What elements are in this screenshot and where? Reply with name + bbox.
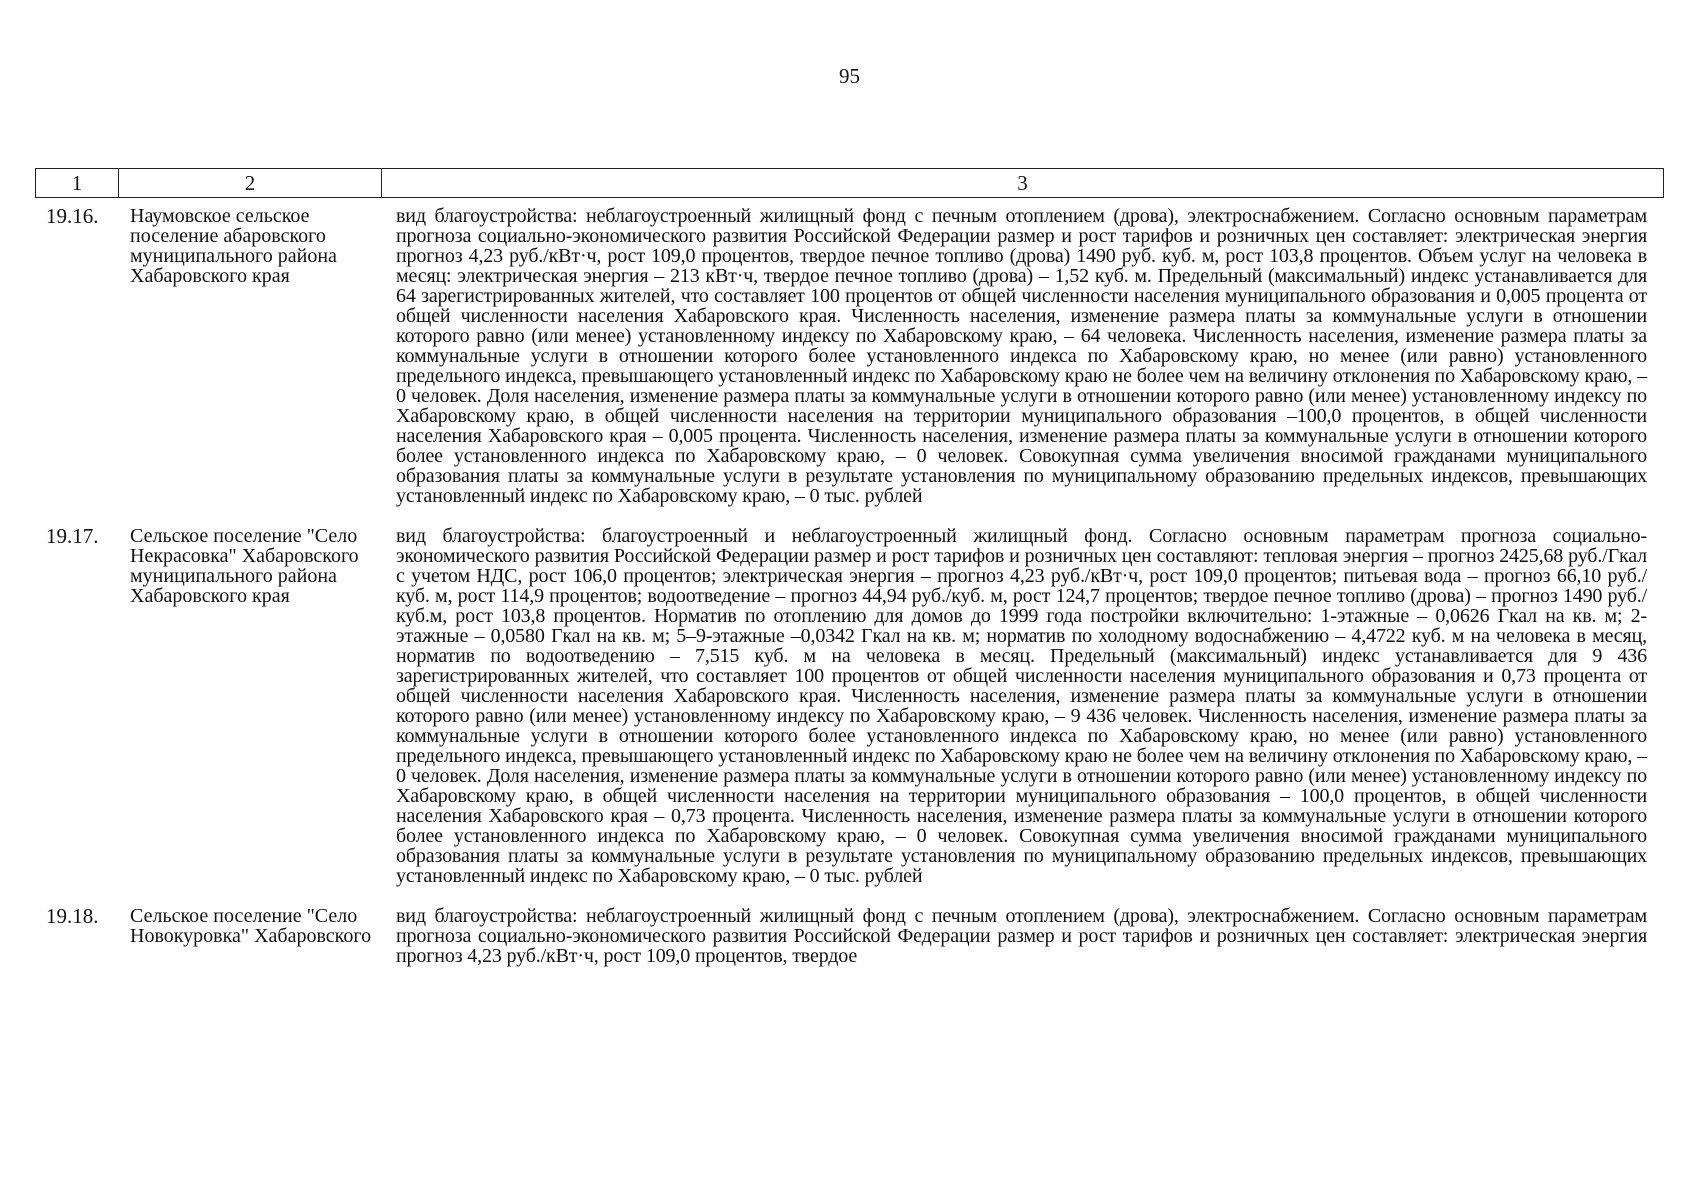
table-column-header (35, 168, 1664, 198)
municipality-name: Сельское поселение "Село Некрасовка" Хабаровского муниципального района Хабаровского края (130, 525, 359, 607)
page-number: 95 (839, 64, 860, 88)
row-number: 19.18. (46, 904, 99, 928)
column-header-1: 1 (36, 169, 119, 197)
column-header-3: 3 (1017, 170, 1028, 195)
row-description: вид благоустройства: неблагоустроенный жилищный фонд с печным отоплением (дрова), электроснабжением. Согласно основным параметрам прогноза социально-экономического развития Российской Федерации размер и рост тарифов и розничных цен составляет: электрическая энергия прогноз 4,23 руб./кВт·ч, рост 109,0 процентов, твердое (396, 905, 1647, 967)
table-row (35, 906, 1664, 966)
table-row (35, 206, 1664, 506)
column-header-2: 2 (119, 169, 382, 197)
row-description: вид благоустройства: благоустроенный и неблагоустроенный жилищный фонд. Согласно основным параметрам прогноза социально-экономического развития Российской Федерации размер и рост тарифов и розничных цен составляют: тепловая энергия – прогноз 2425,68 руб./Гкал с учетом НДС, рост 106,0 процентов; электрическая энергия – прогноз 4,23 руб./кВт·ч, рост 109,0 процентов; питьевая вода – прогноз 66,10 руб./куб. м, рост 114,9 процентов; водоотведение – прогноз 44,94 руб./куб. м, рост 124,7 процентов; твердое печное топливо (дрова) – прогноз 1490 руб./ куб.м, рост 103,8 процентов. Норматив по отоплению для домов до 1999 года постройки включительно: 1-этажные – 0,0626 Гкал на кв. м; 2-этажные – 0,0580 Гкал на кв. м; 5–9-этажные –0,0342 Гкал на кв. м; норматив по холодному водоснабжению – 4,4722 куб. м на человека в месяц, норматив по водоотведению – 7,515 куб. м на человека в месяц. Предельный (максимальный) индекс устанавливается для 9 436 зарегистрированных жителей, что составляет 100 процентов от общей численности населения муниципального образования и 0,73 процента от общей численности населения Хабаровского края. Численность населения, изменение размера платы за коммунальные услуги в отношении которого равно (или менее) установленному индексу по Хабаровскому краю, – 9 436 человек. Численность населения, изменение размера платы за коммунальные услуги в отношении которого более установленного индекса по Хабаровскому краю, но менее (или равно) установленного предельного индекса, превышающего установленный индекс по Хабаровскому краю не более чем на величину отклонения по Хабаровскому краю, – 0 человек. Доля населения, изменение размера платы за коммунальные услуги в отношении которого равно (или менее) установленному индексу по Хабаровскому краю, в общей численности населения на территории муниципального образования – 100,0 процентов, в общей численности населения Хабаровского края – 0,73 процента. Численность населения, изменение размера платы за коммунальные услуги в отношении которого более установленного индекса по Хабаровскому краю, – 0 человек. Совокупная сумма увеличения вносимой гражданами муниципального образования платы за коммунальные услуги в результате установления по муниципальному образованию предельных индексов, превышающих установленный индекс по Хабаровскому краю, – 0 тыс. рублей (396, 525, 1647, 887)
municipality-name: Сельское поселение "Село Новокуровка" Хабаровского (130, 905, 372, 947)
row-number: 19.17. (46, 524, 99, 548)
municipality-name: Наумовское сельское поселение абаровского муниципального района Хабаровского края (130, 205, 337, 287)
row-number: 19.16. (46, 204, 99, 228)
table-row (35, 526, 1664, 886)
table-body (35, 206, 1664, 966)
row-description: вид благоустройства: неблагоустроенный жилищный фонд с печным отоплением (дрова), электроснабжением. Согласно основным параметрам прогноза социально-экономического развития Российской Федерации размер и рост тарифов и розничных цен составляет: электрическая энергия прогноз 4,23 руб./кВт·ч, рост 109,0 процентов, твердое печное топливо (дрова) 1490 руб. куб. м, рост 103,8 процентов. Объем услуг на человека в месяц: электрическая энергия – 213 кВт·ч, твердое печное топливо (дрова) – 1,52 куб. м. Предельный (максимальный) индекс устанавливается для 64 зарегистрированных жителей, что составляет 100 процентов от общей численности населения муниципального образования и 0,005 процента от общей численности населения Хабаровского края. Численность населения, изменение размера платы за коммунальные услуги в отношении которого равно (или менее) установленному индексу по Хабаровскому краю, – 64 человека. Численность населения, изменение размера платы за коммунальные услуги в отношении которого более установленного индекса по Хабаровскому краю, но менее (или равно) установленного предельного индекса, превышающего установленный индекс по Хабаровскому краю не более чем на величину отклонения по Хабаровскому краю, – 0 человек. Доля населения, изменение размера платы за коммунальные услуги в отношении которого равно (или менее) установленному индексу по Хабаровскому краю, в общей численности населения на территории муниципального образования –100,0 процентов, в общей численности населения Хабаровского края – 0,005 процента. Численность населения, изменение размера платы за коммунальные услуги в отношении которого более установленного индекса по Хабаровскому краю, – 0 человек. Совокупная сумма увеличения вносимой гражданами муниципального образования платы за коммунальные услуги в результате установления по муниципальному образованию предельных индексов, превышающих установленный индекс по Хабаровскому краю, – 0 тыс. рублей (396, 205, 1647, 507)
